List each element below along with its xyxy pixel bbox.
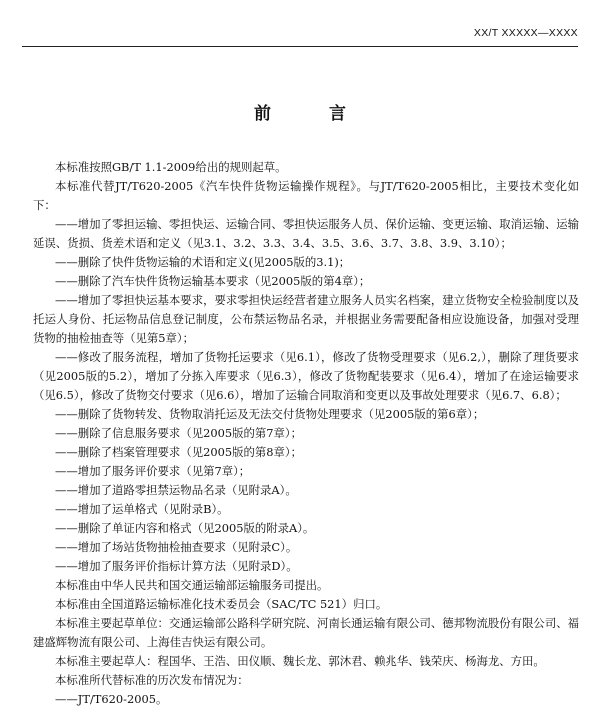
paragraph: ——增加了运单格式（见附录B）。 xyxy=(55,502,229,516)
paragraph: 本标准主要起草人：程国华、王浩、田仪顺、魏长龙、郭沐君、赖兆华、钱荣庆、杨海龙、方田。 xyxy=(55,654,545,668)
paragraph: ——删除了单证内容和格式（见2005版的附录A）。 xyxy=(55,521,315,535)
paragraph: ——增加了道路零担禁运物品名录（见附录A）。 xyxy=(55,483,297,497)
document-body xyxy=(33,158,579,709)
paragraph: ——增加了零担快运基本要求，要求零担快运经营者建立服务人员实名档案，建立货物安全检验制度以及托运人身份、托运物品信息登记制度，公布禁运物品名录，并根据业务需要配备相应设施设备，加强对受理货物的抽检抽查等（见第5章）； xyxy=(33,293,579,345)
paragraph: 本标准按照GB/T 1.1-2009给出的规则起草。 xyxy=(55,160,287,174)
paragraph: ——删除了汽车快件货物运输基本要求（见2005版的第4章）； xyxy=(55,274,371,288)
paragraph: 本标准主要起草单位：交通运输部公路科学研究院、河南长通运输有限公司、德邦物流股份有限公司、福建盛辉物流有限公司、上海佳吉快运有限公司。 xyxy=(33,616,579,649)
paragraph: ——增加了服务评价指标计算方法（见附录D）。 xyxy=(55,559,298,573)
paragraph: ——删除了信息服务要求（见2005版的第7章）； xyxy=(55,426,302,440)
header-rule xyxy=(22,46,578,47)
paragraph: ——删除了货物转发、货物取消托运及无法交付货物处理要求（见2005版的第6章）； xyxy=(55,407,485,421)
paragraph: ——修改了服务流程，增加了货物托运要求（见6.1），修改了货物受理要求（见6.2,），删除了理货要求（见2005版的5.2），增加了分拣入库要求（见6.3），修改了货物配装要求（见6.4），增加了在途运输要求（见6.5），修改了货物交付要求（见6.6），增加了运输合同取消和变更以及事故处理要求（见6.7、6.8）； xyxy=(33,350,579,402)
paragraph: ——删除了快件货物运输的术语和定义(见2005版的3.1)； xyxy=(55,255,351,269)
paragraph: ——增加了服务评价要求（见第7章）； xyxy=(55,464,251,478)
paragraph: ——删除了档案管理要求（见2005版的第8章）； xyxy=(55,445,302,459)
paragraph: ——增加了场站货物抽检抽查要求（见附录C）。 xyxy=(55,540,298,554)
standard-code: XX/T XXXXX—XXXX xyxy=(473,27,578,39)
paragraph: ——增加了零担运输、零担快运、运输合同、零担快运服务人员、保价运输、变更运输、取消运输、运输延误、货损、货差术语和定义（见3.1、3.2、3.3、3.4、3.5、3.6、3.7、3.8、3.9、3.10）； xyxy=(33,217,579,250)
paragraph: 本标准所代替标准的历次发布情况为： xyxy=(55,673,249,687)
paragraph: 本标准由全国道路运输标准化技术委员会（SAC/TC 521）归口。 xyxy=(55,597,388,611)
paragraph: ——JT/T620-2005。 xyxy=(55,692,168,706)
paragraph: 本标准由中华人民共和国交通运输部运输服务司提出。 xyxy=(55,578,329,592)
paragraph: 本标准代替JT/T620-2005《汽车快件货物运输操作规程》。与JT/T620-2005相比，主要技术变化如下： xyxy=(33,179,579,212)
page-title: 前 言 xyxy=(254,104,372,124)
